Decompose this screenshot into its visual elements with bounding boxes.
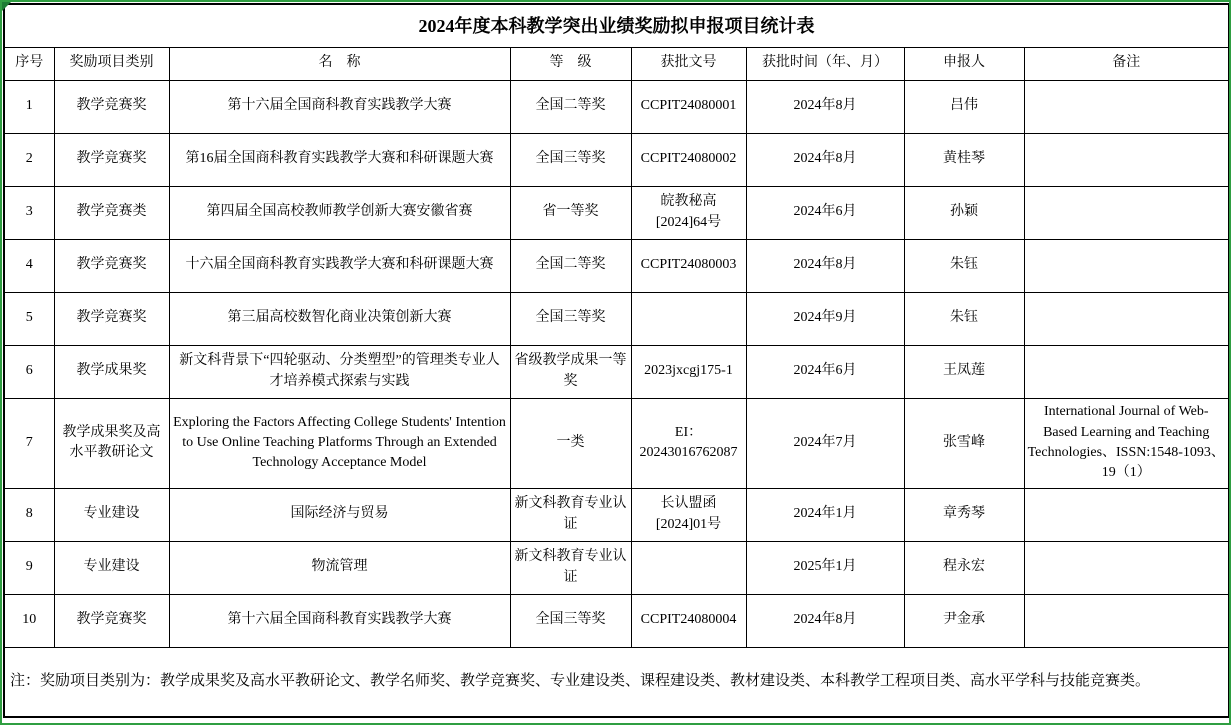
cell-category: 专业建设 bbox=[54, 488, 169, 541]
cell-level: 一类 bbox=[510, 398, 631, 488]
cell-name: 第16届全国商科教育实践教学大赛和科研课题大赛 bbox=[169, 133, 510, 186]
cell-name: 国际经济与贸易 bbox=[169, 488, 510, 541]
cell-name: 第十六届全国商科教育实践教学大赛 bbox=[169, 594, 510, 647]
header-applicant: 申报人 bbox=[904, 47, 1024, 80]
header-award-category: 奖励项目类别 bbox=[54, 47, 169, 80]
cell-doc-number: 长认盟函 [2024]01号 bbox=[631, 488, 746, 541]
cell-remarks bbox=[1024, 488, 1229, 541]
cell-approval-time: 2024年6月 bbox=[746, 345, 904, 398]
cell-level: 全国三等奖 bbox=[510, 292, 631, 345]
table-row bbox=[4, 80, 1229, 133]
cell-applicant: 黄桂琴 bbox=[904, 133, 1024, 186]
cell-applicant: 程永宏 bbox=[904, 541, 1024, 594]
table-row bbox=[4, 541, 1229, 594]
table-row bbox=[4, 345, 1229, 398]
header-approval-doc-number: 获批文号 bbox=[631, 47, 746, 80]
cell-index: 9 bbox=[4, 541, 54, 594]
cell-applicant: 朱钰 bbox=[904, 239, 1024, 292]
cell-doc-number: CCPIT24080002 bbox=[631, 133, 746, 186]
header-level: 等 级 bbox=[510, 47, 631, 80]
cell-applicant: 吕伟 bbox=[904, 80, 1024, 133]
cell-remarks bbox=[1024, 594, 1229, 647]
cell-category: 教学成果奖及高水平教研论文 bbox=[54, 398, 169, 488]
cell-approval-time: 2025年1月 bbox=[746, 541, 904, 594]
cell-index: 8 bbox=[4, 488, 54, 541]
cell-remarks bbox=[1024, 292, 1229, 345]
table-row bbox=[4, 398, 1229, 488]
cell-name: 十六届全国商科教育实践教学大赛和科研课题大赛 bbox=[169, 239, 510, 292]
header-approval-time: 获批时间（年、月） bbox=[746, 47, 904, 80]
cell-applicant: 张雪峰 bbox=[904, 398, 1024, 488]
cell-index: 2 bbox=[4, 133, 54, 186]
cell-index: 7 bbox=[4, 398, 54, 488]
cell-remarks bbox=[1024, 345, 1229, 398]
cell-doc-number: CCPIT24080003 bbox=[631, 239, 746, 292]
cell-category: 教学竞赛类 bbox=[54, 186, 169, 239]
cell-approval-time: 2024年7月 bbox=[746, 398, 904, 488]
table-row bbox=[4, 186, 1229, 239]
cell-level: 省一等奖 bbox=[510, 186, 631, 239]
header-remarks: 备注 bbox=[1024, 47, 1229, 80]
table-row bbox=[4, 292, 1229, 345]
cell-level: 省级教学成果一等奖 bbox=[510, 345, 631, 398]
cell-doc-number bbox=[631, 541, 746, 594]
cell-doc-number: CCPIT24080001 bbox=[631, 80, 746, 133]
cell-doc-number: CCPIT24080004 bbox=[631, 594, 746, 647]
cell-name: 新文科背景下“四轮驱动、分类塑型”的管理类专业人才培养模式探索与实践 bbox=[169, 345, 510, 398]
cell-category: 教学成果奖 bbox=[54, 345, 169, 398]
cell-approval-time: 2024年6月 bbox=[746, 186, 904, 239]
cell-remarks: International Journal of Web-Based Learning and Teaching Technologies、ISSN:1548-1093、19（1） bbox=[1024, 398, 1229, 488]
cell-remarks bbox=[1024, 186, 1229, 239]
cell-name: Exploring the Factors Affecting College Students' Intention to Use Online Teaching Platforms Through an Extended Technology Acceptance Model bbox=[169, 398, 510, 488]
header-index: 序号 bbox=[4, 47, 54, 80]
cell-doc-number: EI：20243016762087 bbox=[631, 398, 746, 488]
header-name: 名 称 bbox=[169, 47, 510, 80]
cell-level: 全国三等奖 bbox=[510, 133, 631, 186]
cell-name: 第四届全国高校教师教学创新大赛安徽省赛 bbox=[169, 186, 510, 239]
cell-applicant: 章秀琴 bbox=[904, 488, 1024, 541]
cell-applicant: 尹金承 bbox=[904, 594, 1024, 647]
cell-index: 3 bbox=[4, 186, 54, 239]
cell-remarks bbox=[1024, 239, 1229, 292]
cell-level: 全国二等奖 bbox=[510, 239, 631, 292]
cell-approval-time: 2024年8月 bbox=[746, 594, 904, 647]
cell-level: 新文科教育专业认证 bbox=[510, 541, 631, 594]
cell-doc-number: 2023jxcgj175-1 bbox=[631, 345, 746, 398]
cell-doc-number: 皖教秘高 [2024]64号 bbox=[631, 186, 746, 239]
cell-approval-time: 2024年1月 bbox=[746, 488, 904, 541]
cell-approval-time: 2024年8月 bbox=[746, 133, 904, 186]
cell-name: 物流管理 bbox=[169, 541, 510, 594]
cell-level: 全国二等奖 bbox=[510, 80, 631, 133]
cell-doc-number bbox=[631, 292, 746, 345]
cell-category: 教学竞赛奖 bbox=[54, 80, 169, 133]
cell-index: 10 bbox=[4, 594, 54, 647]
cell-category: 教学竞赛奖 bbox=[54, 133, 169, 186]
table-row bbox=[4, 488, 1229, 541]
cell-remarks bbox=[1024, 541, 1229, 594]
cell-applicant: 朱钰 bbox=[904, 292, 1024, 345]
cell-index: 5 bbox=[4, 292, 54, 345]
table-row bbox=[4, 594, 1229, 647]
cell-category: 教学竞赛奖 bbox=[54, 239, 169, 292]
awards-statistics-table bbox=[3, 3, 1230, 718]
title-row bbox=[4, 4, 1229, 47]
cell-remarks bbox=[1024, 133, 1229, 186]
cell-remarks bbox=[1024, 80, 1229, 133]
table-header-row bbox=[4, 47, 1229, 80]
cell-index: 1 bbox=[4, 80, 54, 133]
footer-note-row bbox=[4, 647, 1229, 717]
cell-category: 专业建设 bbox=[54, 541, 169, 594]
cell-approval-time: 2024年9月 bbox=[746, 292, 904, 345]
cell-category: 教学竞赛奖 bbox=[54, 292, 169, 345]
cell-index: 6 bbox=[4, 345, 54, 398]
table-row bbox=[4, 133, 1229, 186]
page-title: 2024年度本科教学突出业绩奖励拟申报项目统计表 bbox=[4, 4, 1229, 47]
cell-category: 教学竞赛奖 bbox=[54, 594, 169, 647]
cell-approval-time: 2024年8月 bbox=[746, 80, 904, 133]
cell-name: 第十六届全国商科教育实践教学大赛 bbox=[169, 80, 510, 133]
cell-applicant: 王凤莲 bbox=[904, 345, 1024, 398]
cell-level: 全国三等奖 bbox=[510, 594, 631, 647]
cell-applicant: 孙颖 bbox=[904, 186, 1024, 239]
table-row bbox=[4, 239, 1229, 292]
cell-level: 新文科教育专业认证 bbox=[510, 488, 631, 541]
footer-note: 注：奖励项目类别为：教学成果奖及高水平教研论文、教学名师奖、教学竞赛奖、专业建设类、课程建设类、教材建设类、本科教学工程项目类、高水平学科与技能竞赛类。 bbox=[4, 647, 1229, 717]
cell-approval-time: 2024年8月 bbox=[746, 239, 904, 292]
cell-name: 第三届高校数智化商业决策创新大赛 bbox=[169, 292, 510, 345]
cell-index: 4 bbox=[4, 239, 54, 292]
